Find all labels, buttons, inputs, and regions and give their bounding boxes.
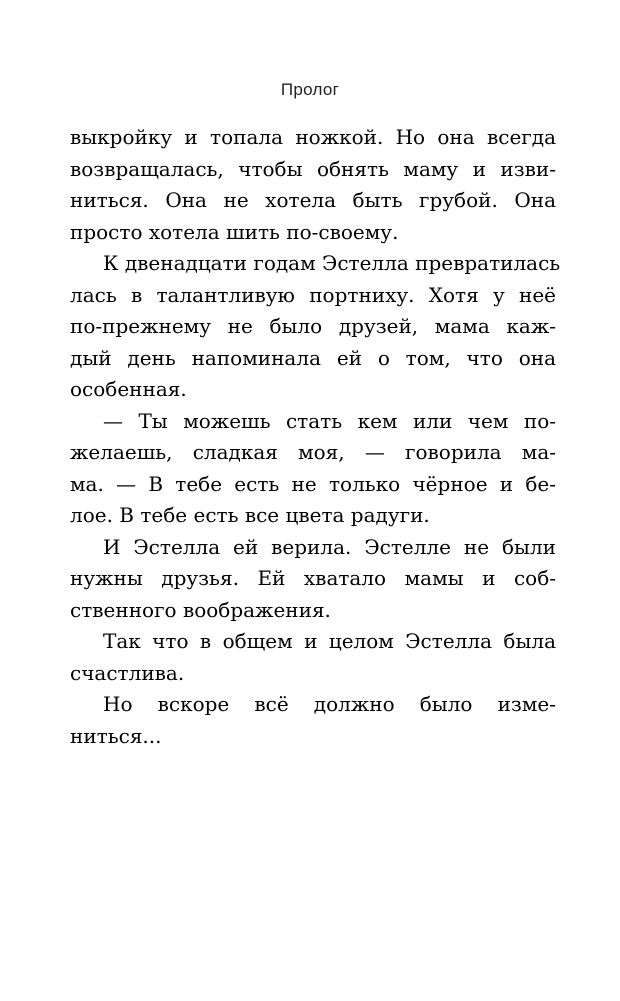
text-line: возвращалась, чтобы обнять маму и изви- <box>70 156 556 181</box>
text-line: выкройку и топала ножкой. Но она всегда <box>70 125 556 149</box>
paragraph-1 <box>70 122 556 248</box>
text-line: просто хотела шить по-своему. <box>70 219 399 244</box>
text-line: ственного воображения. <box>70 597 331 622</box>
text-line: по-прежнему не было друзей, мама каж- <box>70 314 556 338</box>
text-line: особенная. <box>70 377 187 401</box>
paragraph-4 <box>70 532 556 627</box>
paragraph-5 <box>70 626 556 689</box>
text-line: ниться. Она не хотела быть грубой. Она <box>70 188 556 212</box>
text-line: нужны друзья. Ей хватало мамы и соб- <box>70 566 556 590</box>
paragraph-6 <box>70 689 556 752</box>
paragraph-2 <box>70 248 561 406</box>
paragraph-3 <box>70 406 556 532</box>
text-line: ниться... <box>70 723 162 748</box>
text-line: Так что в общем и целом Эстелла была <box>103 629 556 653</box>
text-line: И Эстелла ей верила. Эстелле не были <box>103 534 556 559</box>
text-line: дый день напоминала ей о том, что она <box>70 345 556 370</box>
text-line: Но вскоре всё должно было изме- <box>103 692 556 716</box>
text-line: К двенадцати годам Эстелла превратилась <box>103 251 561 275</box>
text-line: лась в талантливую портниху. Хотя у неё <box>70 282 556 307</box>
text-line: — Ты можешь стать кем или чем по- <box>103 408 556 433</box>
text-line: счастлива. <box>70 660 185 685</box>
body-text <box>70 122 561 752</box>
running-head: Пролог <box>280 80 340 99</box>
text-line: ма. — В тебе есть не только чёрное и бе- <box>70 471 556 496</box>
text-line: желаешь, сладкая моя, — говорила ма- <box>70 440 556 464</box>
text-line: лое. В тебе есть все цвета радуги. <box>70 503 430 527</box>
